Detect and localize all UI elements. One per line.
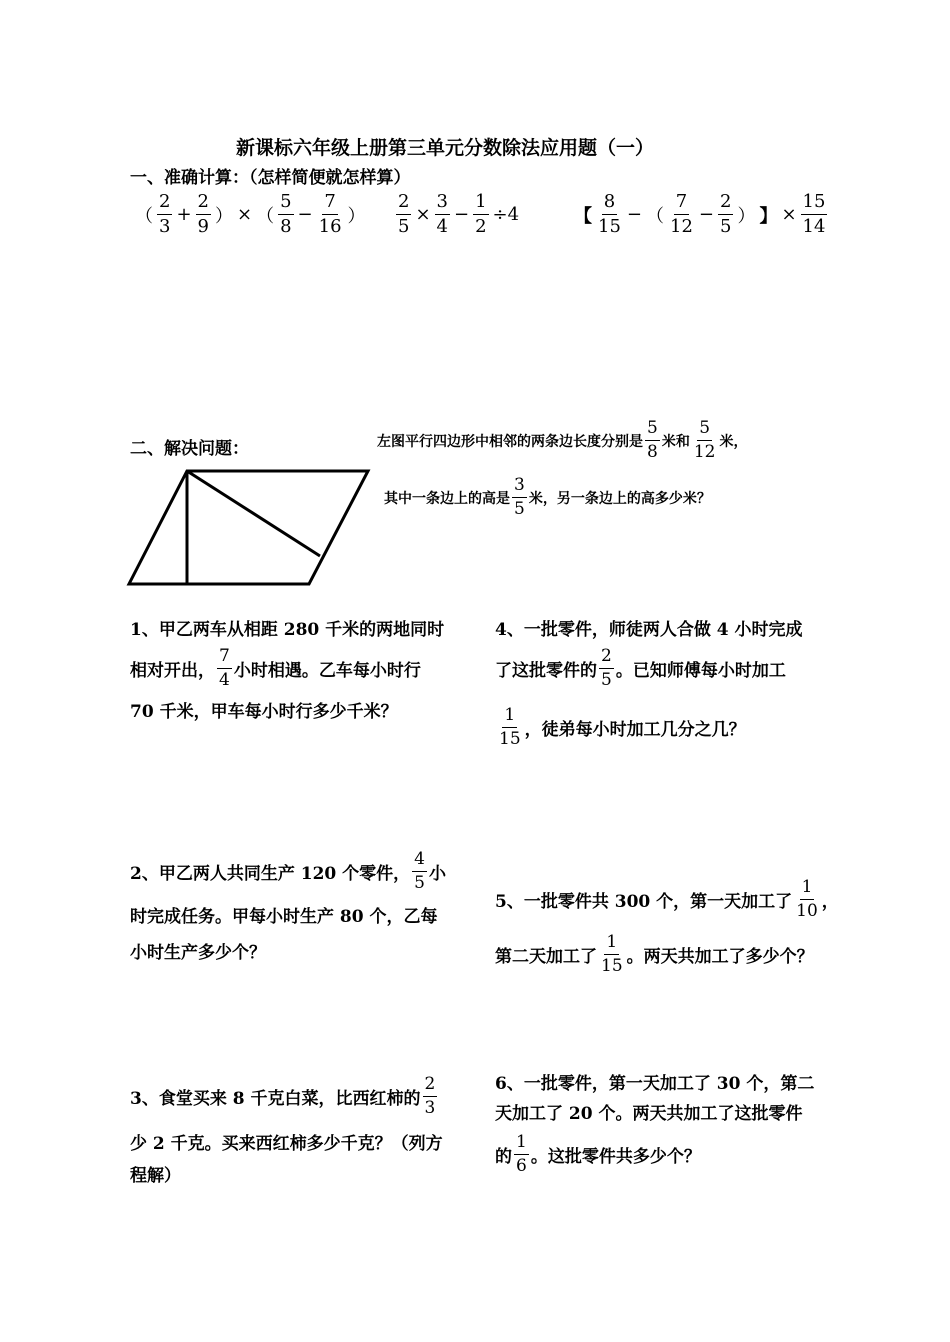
fraction: $\frac{3}{5}$	[514, 475, 525, 519]
paren-close: ）	[737, 205, 756, 227]
minus-sign: −	[626, 204, 642, 225]
times-sign: ×	[415, 204, 431, 225]
problem-6: 6、一批零件，第一天加工了 30 个，第二 天加工了 20 个。两天共加工了这批零件 的 $\frac{1}{6}$ 。这批零件共多少个？	[495, 1073, 815, 1176]
times-sign: ×	[237, 204, 253, 225]
fraction: $\frac{15}{14}$	[802, 191, 826, 237]
fraction: $\frac{7}{16}$	[318, 191, 342, 237]
problem-2: 2、甲乙两人共同生产 120 个零件， $\frac{4}{5}$ 小 时完成任务。甲每小时生产 80 个，乙每 小时生产多少个？	[130, 848, 446, 963]
fraction: $\frac{3}{4}$	[436, 191, 448, 237]
fraction: $\frac{1}{10}$	[796, 876, 818, 921]
paren-close: ）	[215, 205, 233, 227]
parallelogram-figure	[120, 462, 380, 592]
fraction: $\frac{5}{12}$	[693, 418, 716, 462]
divide-by-4: ÷4	[492, 204, 520, 225]
section2-heading: 二、解决问题：	[130, 439, 249, 459]
height-line-diagonal	[187, 471, 320, 556]
problem-5: 5、一批零件共 300 个，第一天加工了 $\frac{1}{10}$ ， 第二天加工了 $\frac{1}{15}$ 。两天共加工了多少个？	[495, 876, 839, 976]
bracket-open: 【	[574, 205, 592, 227]
fraction: $\frac{5}{8}$	[280, 191, 292, 237]
bracket-close: 】	[759, 205, 778, 227]
problem-1: 1、甲乙两车从相距 280 千米的两地同时 相对开出， $\frac{7}{4}$ 小时相遇。乙车每小时行 70 千米，甲车每小时行多少千米？	[130, 619, 445, 722]
fraction: $\frac{1}{2}$	[475, 191, 487, 237]
fraction: $\frac{2}{3}$	[424, 1073, 436, 1118]
paren-open: （	[256, 205, 275, 227]
fraction: $\frac{2}{5}$	[601, 645, 612, 690]
fraction: $\frac{2}{9}$	[197, 191, 209, 237]
page-title: 新课标六年级上册第三单元分数除法应用题（一）	[236, 137, 655, 159]
fraction: $\frac{1}{15}$	[499, 704, 521, 749]
minus-sign: −	[698, 204, 714, 225]
fraction: $\frac{7}{12}$	[670, 191, 693, 237]
fraction: $\frac{1}{6}$	[516, 1131, 527, 1176]
calc-expression-3	[572, 193, 829, 236]
section1-heading: 一、准确计算：（怎样简便就怎样算）	[130, 168, 411, 188]
fraction: $\frac{4}{5}$	[414, 848, 425, 893]
minus-sign: −	[297, 204, 313, 225]
calc-expression-1	[133, 193, 368, 236]
paren-close: ）	[347, 205, 366, 227]
problem-3: 3、食堂买来 8 千克白菜，比西红柿的 $\frac{2}{3}$ 少 2 千克。买来西红柿多少千克？（列方 程解）	[130, 1073, 443, 1186]
problem-4: 4、一批零件，师徒两人合做 4 小时完成 了这批零件的 $\frac{2}{5}$ 。已知师傅每小时加工 $\frac{1}{15}$ ，徒弟每小时加工几分之几？	[495, 619, 803, 749]
parallelogram-question-line2: 其中一条边上的高是 $\frac{3}{5}$ 米，另一条边上的高多少米？	[384, 475, 711, 519]
fraction: $\frac{7}{4}$	[219, 645, 230, 690]
plus-sign: +	[176, 204, 192, 225]
fraction: $\frac{2}{5}$	[720, 191, 732, 237]
minus-sign: −	[454, 204, 470, 225]
calc-expression-2	[394, 193, 521, 236]
paren-open: （	[646, 205, 664, 227]
paren-open: （	[135, 205, 153, 227]
fraction: $\frac{8}{15}$	[598, 191, 621, 237]
fraction: $\frac{1}{15}$	[601, 931, 623, 976]
fraction: $\frac{2}{3}$	[159, 191, 171, 237]
fraction: $\frac{2}{5}$	[398, 191, 410, 237]
fraction: $\frac{5}{8}$	[647, 418, 658, 462]
times-sign: ×	[781, 204, 797, 225]
parallelogram-question-line1: 左图平行四边形中相邻的两条边长度分别是 $\frac{5}{8}$ 米和 $\frac{5}{12}$ 米，	[377, 418, 748, 462]
parallelogram-outline	[129, 471, 368, 584]
